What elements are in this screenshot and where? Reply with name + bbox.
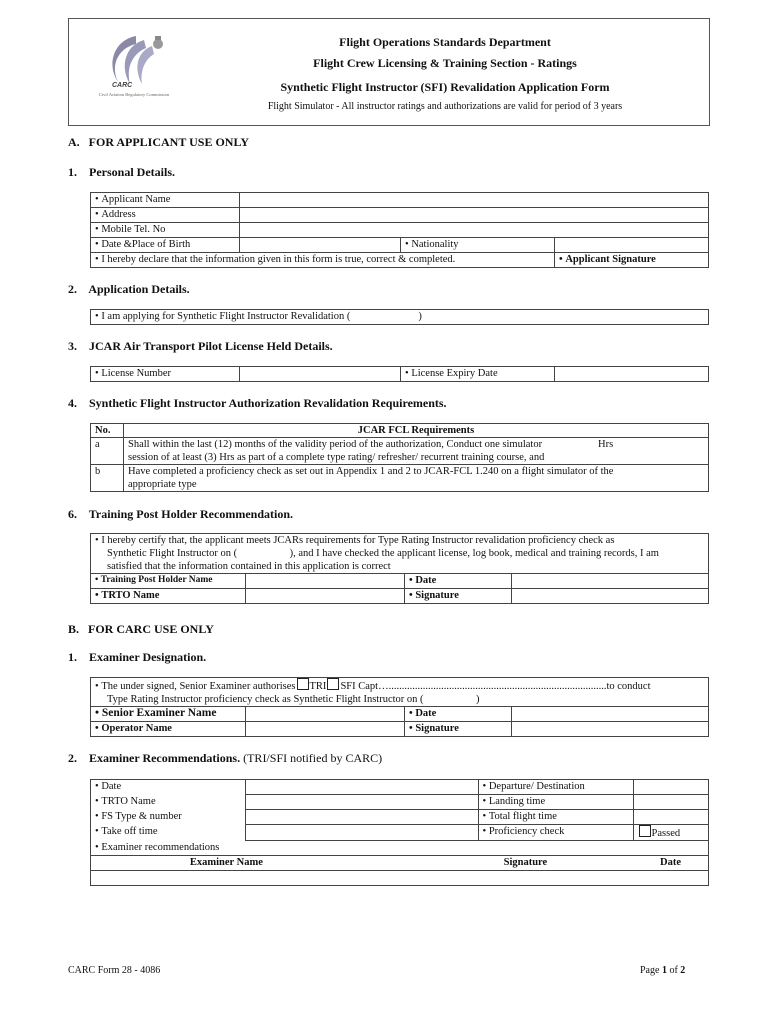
mobile-field[interactable] — [240, 223, 709, 238]
post-holder-table — [90, 533, 709, 604]
col-examiner-name: Examiner Name — [91, 856, 362, 871]
trto-name-field[interactable] — [246, 589, 405, 604]
rec-examiner-recommendations[interactable]: • Examiner recommendations — [91, 841, 709, 856]
personal-details-table — [90, 192, 709, 268]
sfi-checkbox[interactable] — [327, 678, 339, 690]
application-details-title: 2. Application Details. — [68, 282, 190, 296]
req-b-text: Have completed a proficiency check as set out in Appendix 1 and 2 to JCAR-FCL 1.240 on a flight simulator of the appropriate type — [124, 465, 709, 492]
examiner-date-label: • Date — [405, 707, 512, 722]
form-number: CARC Form 28 - 4086 — [68, 965, 161, 976]
recommendations-title: 2. Examiner Recommendations. (TRI/SFI notified by CARC) — [68, 751, 383, 765]
part-a-title: A. FOR APPLICANT USE ONLY — [68, 135, 250, 149]
rec-departure-field[interactable] — [633, 780, 708, 795]
department-title: Flight Operations Standards Department — [339, 35, 551, 49]
form-title: Synthetic Flight Instructor (SFI) Revalidation Application Form — [280, 80, 610, 94]
license-table — [90, 366, 709, 382]
post-holder-name-field[interactable] — [246, 574, 405, 589]
operator-name-field[interactable] — [246, 722, 405, 737]
address-label: • Address — [91, 208, 240, 223]
carc-logo — [84, 30, 184, 102]
rec-prof-label: • Proficiency check — [478, 825, 633, 841]
applicant-signature-field[interactable]: • Applicant Signature — [555, 253, 709, 268]
post-holder-name-label: • Training Post Holder Name — [91, 574, 246, 589]
rec-trto-field[interactable] — [246, 795, 479, 810]
post-holder-signature-field[interactable] — [512, 589, 709, 604]
post-holder-title: 6. Training Post Holder Recommendation. — [68, 507, 293, 521]
req-a-no: a — [91, 438, 124, 465]
dob-label: • Date &Place of Birth — [91, 238, 240, 253]
req-header-no: No. — [91, 424, 124, 438]
requirements-title: 4. Synthetic Flight Instructor Authorization Revalidation Requirements. — [68, 396, 447, 410]
address-field[interactable] — [240, 208, 709, 223]
license-expiry-field[interactable] — [555, 367, 709, 382]
rec-passed-field[interactable]: Passed — [633, 825, 708, 841]
trto-name-label: • TRTO Name — [91, 589, 246, 604]
col-signature: Signature — [362, 856, 633, 871]
rec-fs-field[interactable] — [246, 810, 479, 825]
declaration-text: • I hereby declare that the information given in this form is true, correct & completed. — [91, 253, 555, 268]
recommendations-table — [90, 779, 709, 886]
examiner-date-field[interactable] — [512, 707, 709, 722]
req-b-no: b — [91, 465, 124, 492]
post-holder-signature-label: • Signature — [405, 589, 512, 604]
senior-examiner-field[interactable] — [246, 707, 405, 722]
license-details-title: 3. JCAR Air Transport Pilot License Held Details. — [68, 339, 333, 353]
examiner-date-cell[interactable] — [633, 871, 708, 886]
rec-date-field[interactable] — [246, 780, 479, 795]
certification-text: • I hereby certify that, the applicant meets JCARs requirements for Type Rating Instructor revalidation proficiency check as Synthetic Flight Instructor on ( ), and I have checked the applicant license, log book, medical and training records, I am satisfied that the information contained in this application is correct — [91, 534, 709, 574]
rec-landing-label: • Landing time — [478, 795, 633, 810]
mobile-label: • Mobile Tel. No — [91, 223, 240, 238]
logo-subtext: Civil Aviation Regulatory Commission — [98, 92, 170, 97]
post-holder-date-label: • Date — [405, 574, 512, 589]
validity-note: Flight Simulator - All instructor ratings and authorizations are valid for period of 3 years — [267, 101, 623, 112]
rec-date-label: • Date — [91, 780, 246, 795]
rec-takeoff-label: • Take off time — [91, 825, 246, 841]
license-number-field[interactable] — [240, 367, 401, 382]
applicant-name-label: • Applicant Name — [91, 193, 240, 208]
license-expiry-label: • License Expiry Date — [401, 367, 555, 382]
license-number-label: • License Number — [91, 367, 240, 382]
senior-examiner-label: • Senior Examiner Name — [91, 707, 246, 722]
application-details-table — [90, 309, 709, 325]
req-a-hrs[interactable]: Hrs — [602, 438, 709, 465]
examiner-signature-label: • Signature — [405, 722, 512, 737]
personal-details-title: 1. Personal Details. — [68, 165, 175, 179]
applying-field[interactable]: • I am applying for Synthetic Flight Instructor Revalidation ( ) — [91, 310, 709, 325]
rec-landing-field[interactable] — [633, 795, 708, 810]
examiner-signature-field[interactable] — [512, 722, 709, 737]
req-a-text: Shall within the last (12) months of the validity period of the authorization, Conduct one simulator session of at least (3) Hrs as part of a complete type rating/ refresher/ recurrent training course, and — [124, 438, 603, 465]
operator-name-label: • Operator Name — [91, 722, 246, 737]
nationality-field[interactable] — [555, 238, 709, 253]
examiner-sig-field[interactable] — [362, 871, 633, 886]
authorisation-text: • The under signed, Senior Examiner authorises TRI SFI Capt…...................................................................................to conduct Type Rating Instructor proficiency check as Synthetic Flight Instructor on ( ) — [91, 678, 709, 707]
passed-checkbox[interactable] — [639, 825, 651, 837]
rec-fs-label: • FS Type & number — [91, 810, 246, 825]
requirements-table — [90, 423, 709, 492]
nationality-label: • Nationality — [401, 238, 555, 253]
rec-trto-label: • TRTO Name — [91, 795, 246, 810]
req-header-requirements: JCAR FCL Requirements — [124, 424, 709, 438]
section-title: Flight Crew Licensing & Training Section - Ratings — [313, 56, 577, 70]
page-number: Page 1 of 2 — [640, 965, 686, 976]
tri-checkbox[interactable] — [297, 678, 309, 690]
logo-text: CARC — [112, 82, 133, 89]
rec-takeoff-field[interactable] — [246, 825, 479, 841]
rec-total-label: • Total flight time — [478, 810, 633, 825]
rec-total-field[interactable] — [633, 810, 708, 825]
dob-field[interactable] — [240, 238, 401, 253]
rec-departure-label: • Departure/ Destination — [478, 780, 633, 795]
examiner-designation-table — [90, 677, 709, 737]
part-b-title: B. FOR CARC USE ONLY — [68, 622, 214, 636]
examiner-designation-title: 1. Examiner Designation. — [68, 650, 207, 664]
applicant-name-field[interactable] — [240, 193, 709, 208]
post-holder-date-field[interactable] — [512, 574, 709, 589]
examiner-name-field[interactable] — [91, 871, 362, 886]
col-date: Date — [633, 856, 708, 871]
